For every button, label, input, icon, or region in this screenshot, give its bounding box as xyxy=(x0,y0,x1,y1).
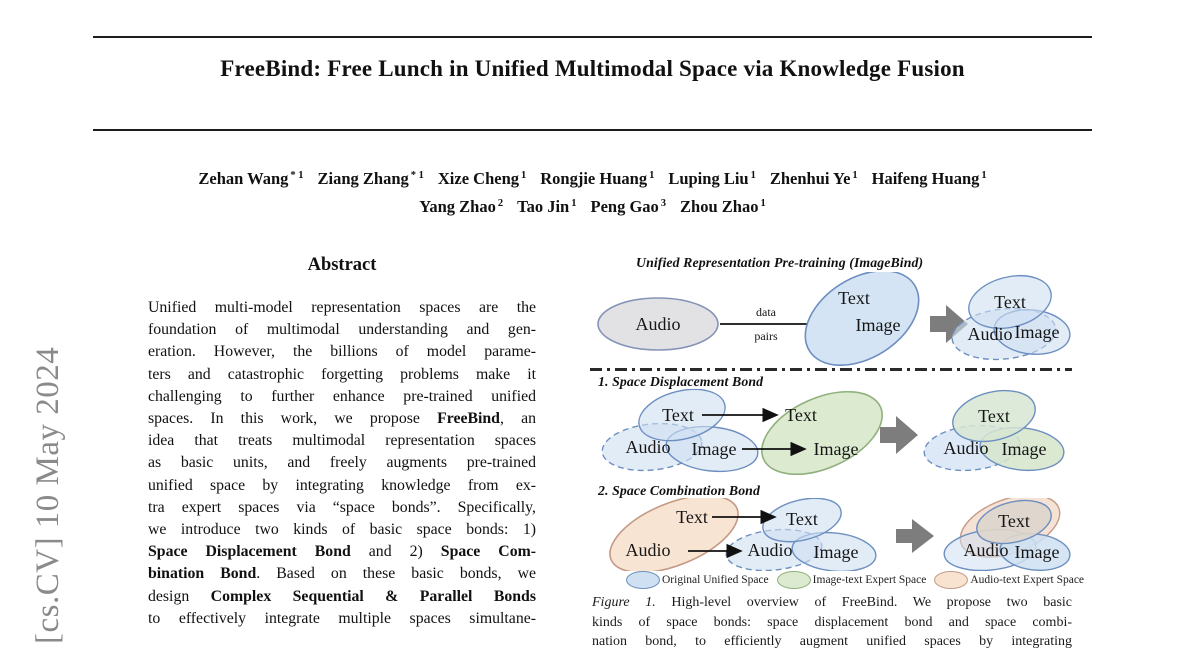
thick-right-arrow xyxy=(880,416,918,454)
result-audio-label: Audio xyxy=(967,324,1013,344)
caption-line: kinds of space bonds: space displacement bond and space combi- xyxy=(592,614,1072,630)
paper-title: FreeBind: Free Lunch in Unified Multimodal Space via Knowledge Fusion xyxy=(220,56,965,81)
left-text-label: Text xyxy=(662,405,694,425)
dash-dot-divider xyxy=(590,368,1072,371)
caption-line: nation bond, to efficiently augment unified spaces by integrating xyxy=(592,634,1072,648)
left-audio-label: Audio xyxy=(625,437,671,457)
expert-text-label: Text xyxy=(676,507,708,527)
abstract-line: we introduce two kinds of basic space bonds: 1) xyxy=(148,521,536,539)
figure-column xyxy=(590,255,1085,648)
legend-label: Audio-text Expert Space xyxy=(970,574,1085,586)
mid-image-label: Image xyxy=(813,542,859,562)
author-name: Zehan Wang $^{* 1}$ xyxy=(198,169,304,188)
abstract-line: unified space by integrating knowledge from ex- xyxy=(148,476,536,494)
panel-a-diagram xyxy=(590,272,1072,368)
result-audio-label: Audio xyxy=(943,438,989,458)
legend-item xyxy=(626,571,769,589)
abstract-line: eration. However, the billions of model parame- xyxy=(148,343,536,361)
abstract-heading: Abstract xyxy=(307,255,377,275)
result-text-label: Text xyxy=(978,406,1010,426)
author-name: Xize Cheng $^1$ xyxy=(437,169,527,188)
abstract-line: foundation of multimodal understanding and gen- xyxy=(148,321,536,339)
abstract-line: idea that treats multimodal representation spaces xyxy=(148,432,536,450)
panel-a-title: Unified Representation Pre-training (ImageBind) xyxy=(636,255,924,270)
abstract-line: Space Displacement Bond and 2) Space Com- xyxy=(148,543,537,561)
mid-text-label: Text xyxy=(786,509,818,529)
result-text-label: Text xyxy=(994,292,1026,312)
author-name: Tao Jin $^1$ xyxy=(517,197,577,216)
author-name: Rongjie Huang $^1$ xyxy=(540,169,655,188)
figure-legend xyxy=(626,571,1092,589)
mid-audio-label: Audio xyxy=(747,540,793,560)
legend-ellipse-swatch xyxy=(777,571,811,589)
expert-image-label: Image xyxy=(855,315,901,335)
author-name: Haifeng Huang $^1$ xyxy=(871,169,987,188)
legend-item xyxy=(777,571,927,589)
abstract-column xyxy=(148,255,536,630)
authors-block xyxy=(93,163,1092,219)
abstract-line: bination Bond. Based on these basic bonds, we xyxy=(148,565,536,583)
panel-b-title: 1. Space Displacement Bond xyxy=(598,374,764,389)
arxiv-watermark: [cs.CV] 10 May 2024 xyxy=(30,346,66,644)
abstract-text xyxy=(148,297,536,630)
author-name: Zhou Zhao $^1$ xyxy=(680,197,766,216)
author-name: Luping Liu $^1$ xyxy=(668,169,756,188)
top-rule xyxy=(93,36,1092,38)
author-name: Yang Zhao $^2$ xyxy=(419,197,504,216)
title-bottom-rule xyxy=(93,129,1092,131)
abstract-line: ters and catastrophic forgetting problems make it xyxy=(148,365,536,383)
result-image-label: Image xyxy=(1001,439,1047,459)
data-label: data xyxy=(756,305,776,319)
expert-text-label: Text xyxy=(785,405,817,425)
abstract-line: challenging to further enhance pre-trained unified xyxy=(148,387,536,405)
legend-label: Image-text Expert Space xyxy=(812,574,927,586)
result-text-label: Text xyxy=(998,511,1030,531)
abstract-line: as basic units, and freely augments pre-trained xyxy=(148,454,536,472)
figure-caption xyxy=(592,593,1072,648)
expert-green-ellipse xyxy=(749,389,894,483)
abstract-line: Unified multi-model representation spaces are the xyxy=(148,299,536,316)
audio-space-label: Audio xyxy=(635,314,681,334)
caption-line: Figure 1. High-level overview of FreeBind. We propose two basic xyxy=(592,595,1072,610)
legend-ellipse-swatch xyxy=(626,571,660,589)
result-image-label: Image xyxy=(1014,542,1060,562)
abstract-line: tra expert spaces via “space bonds”. Specifically, xyxy=(148,498,536,516)
expert-image-label: Image xyxy=(813,439,859,459)
expert-text-label: Text xyxy=(838,288,870,308)
abstract-line: design Complex Sequential & Parallel Bonds xyxy=(148,587,536,605)
author-name: Peng Gao $^3$ xyxy=(590,197,667,216)
legend-ellipse-swatch xyxy=(934,571,968,589)
author-name: Ziang Zhang $^{* 1}$ xyxy=(317,169,424,188)
panel-b-diagram xyxy=(590,389,1072,483)
panel-c-title: 2. Space Combination Bond xyxy=(598,483,760,498)
legend-label: Original Unified Space xyxy=(662,574,769,586)
author-row xyxy=(93,191,1092,219)
pairs-label: pairs xyxy=(754,329,778,343)
caption-prefix: Figure 1. xyxy=(592,595,672,610)
result-image-label: Image xyxy=(1014,322,1060,342)
legend-item xyxy=(934,571,1084,589)
expert-orange-ellipse xyxy=(599,498,748,571)
author-name: Zhenhui Ye $^1$ xyxy=(769,169,858,188)
author-row xyxy=(93,163,1092,191)
abstract-line: to effectively integrate multiple spaces simultane- xyxy=(148,609,536,627)
abstract-line: spaces. In this work, we propose FreeBind, an xyxy=(148,410,537,428)
left-image-label: Image xyxy=(691,439,737,459)
panel-c-diagram xyxy=(590,498,1072,571)
expert-audio-label: Audio xyxy=(625,540,671,560)
result-audio-label: Audio xyxy=(963,540,1009,560)
thick-right-arrow xyxy=(896,519,934,553)
